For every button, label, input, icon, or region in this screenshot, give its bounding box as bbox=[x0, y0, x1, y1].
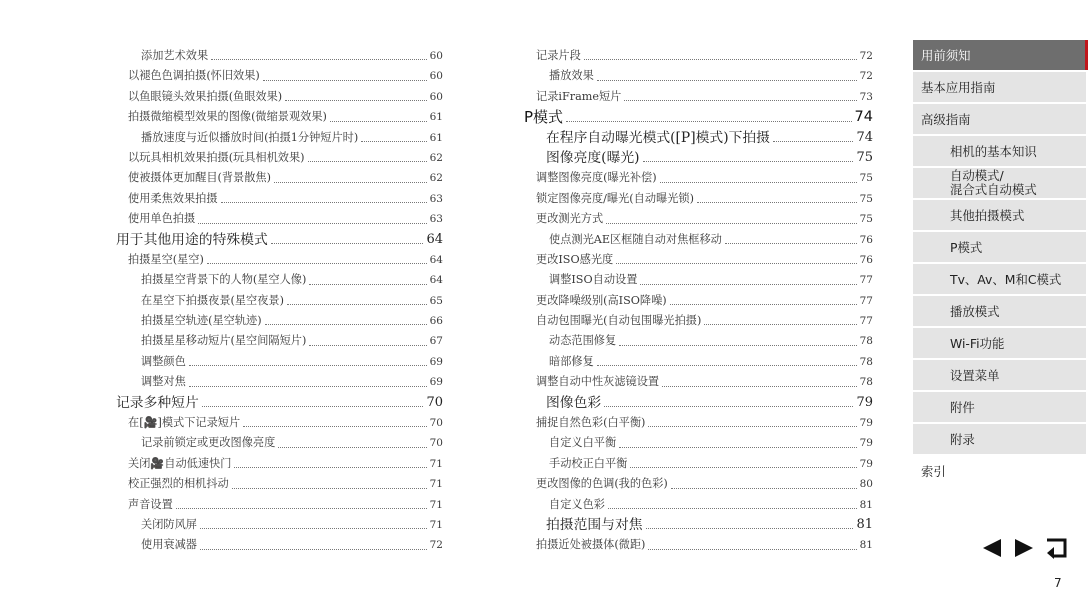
page-navigation bbox=[980, 536, 1068, 560]
toc-entry-title: 记录多种短片 bbox=[116, 394, 199, 411]
side-nav-item[interactable] bbox=[913, 264, 1086, 294]
side-nav-item[interactable] bbox=[913, 72, 1086, 102]
side-nav-label: 相机的基本知识 bbox=[950, 144, 1037, 159]
toc-entry[interactable] bbox=[116, 148, 443, 168]
toc-entry[interactable] bbox=[116, 413, 443, 433]
toc-entry-title: 记录前锁定或更改图像亮度 bbox=[141, 436, 276, 450]
side-nav-label: 高级指南 bbox=[921, 112, 971, 127]
toc-entry[interactable] bbox=[116, 474, 443, 494]
toc-entry-page: 81 bbox=[859, 498, 873, 511]
dot-leader bbox=[671, 488, 857, 489]
toc-entry[interactable] bbox=[524, 250, 873, 270]
toc-entry-page: 79 bbox=[859, 417, 873, 430]
toc-entry-title: 以玩具相机效果拍摄(玩具相机效果) bbox=[128, 150, 305, 164]
toc-entry[interactable] bbox=[524, 128, 873, 148]
toc-entry-title: 调整图像亮度(曝光补偿) bbox=[536, 171, 657, 185]
toc-entry[interactable] bbox=[524, 270, 873, 290]
toc-entry[interactable] bbox=[524, 168, 873, 188]
side-nav-label: 自动模式/ 混合式自动模式 bbox=[950, 168, 1037, 197]
toc-entry-title: 使用单色拍摄 bbox=[128, 212, 196, 226]
toc-entry-page: 81 bbox=[859, 539, 873, 552]
side-nav-label: 用前须知 bbox=[921, 48, 971, 63]
dot-leader bbox=[287, 304, 427, 305]
toc-entry-title: 调整ISO自动设置 bbox=[549, 273, 638, 287]
toc-entry-title: 自动包围曝光(自动包围曝光拍摄) bbox=[536, 314, 702, 328]
toc-entry-page: 65 bbox=[429, 294, 443, 307]
side-nav-label: Tv、Av、M和C模式 bbox=[950, 272, 1062, 287]
side-nav-item[interactable] bbox=[913, 40, 1088, 70]
toc-entry[interactable] bbox=[116, 209, 443, 229]
toc-entry[interactable] bbox=[524, 372, 873, 392]
toc-entry-page: 77 bbox=[859, 315, 873, 328]
toc-entry-page: 60 bbox=[429, 90, 443, 103]
dot-leader bbox=[630, 467, 856, 468]
toc-entry[interactable] bbox=[116, 46, 443, 66]
toc-entry-page: 76 bbox=[859, 253, 873, 266]
toc-entry-title: 调整自动中性灰滤镜设置 bbox=[536, 375, 660, 389]
toc-entry[interactable] bbox=[524, 230, 873, 250]
toc-entry-title: 手动校正白平衡 bbox=[549, 456, 628, 470]
dot-leader bbox=[725, 243, 857, 244]
toc-entry-page: 66 bbox=[429, 315, 443, 328]
toc-entry-page: 64 bbox=[429, 253, 443, 266]
toc-entry-page: 70 bbox=[429, 417, 443, 430]
toc-entry-page: 61 bbox=[429, 111, 443, 124]
side-nav-label: Wi-Fi功能 bbox=[950, 336, 1005, 351]
toc-entry-page: 69 bbox=[429, 355, 443, 368]
toc-entry[interactable] bbox=[524, 433, 873, 453]
side-nav-item[interactable] bbox=[913, 104, 1086, 134]
toc-entry-page: 70 bbox=[426, 394, 443, 410]
toc-entry-title: 图像亮度(曝光) bbox=[546, 149, 640, 166]
dot-leader bbox=[648, 426, 856, 427]
toc-entry[interactable] bbox=[524, 474, 873, 494]
toc-entry-page: 79 bbox=[859, 437, 873, 450]
side-nav-item[interactable] bbox=[913, 200, 1086, 230]
dot-leader bbox=[773, 141, 853, 142]
toc-entry-page: 79 bbox=[859, 457, 873, 470]
side-nav-item[interactable] bbox=[913, 232, 1086, 262]
side-nav-label: 播放模式 bbox=[950, 304, 1000, 319]
toc-entry-title: 在星空下拍摄夜景(星空夜景) bbox=[141, 293, 284, 307]
toc-entry-page: 67 bbox=[429, 335, 443, 348]
toc-entry-page: 71 bbox=[429, 518, 443, 531]
toc-entry-title: 自定义白平衡 bbox=[549, 436, 617, 450]
side-nav-item[interactable] bbox=[913, 392, 1086, 422]
side-nav-item[interactable] bbox=[913, 296, 1086, 326]
toc-entry[interactable] bbox=[116, 291, 443, 311]
toc-entry-title: 图像色彩 bbox=[546, 394, 602, 411]
toc-entry-title: 暗部修复 bbox=[549, 354, 594, 368]
toc-entry-title: 校正强烈的相机抖动 bbox=[128, 477, 229, 491]
toc-entry-page: 80 bbox=[859, 478, 873, 491]
dot-leader bbox=[176, 508, 427, 509]
side-nav-label: P模式 bbox=[950, 240, 983, 255]
side-nav-item[interactable] bbox=[913, 456, 1088, 486]
toc-entry-page: 81 bbox=[856, 516, 873, 532]
toc-entry-title: 拍摄微缩模型效果的图像(微缩景观效果) bbox=[128, 110, 327, 124]
toc-entry[interactable] bbox=[524, 148, 873, 168]
page-number: 7 bbox=[1054, 576, 1062, 590]
dot-leader bbox=[211, 59, 426, 60]
toc-entry-page: 75 bbox=[859, 172, 873, 185]
toc-entry-page: 76 bbox=[859, 233, 873, 246]
dot-leader bbox=[619, 447, 856, 448]
dot-leader bbox=[202, 406, 424, 407]
dot-leader bbox=[646, 528, 854, 529]
toc-entry[interactable] bbox=[116, 372, 443, 392]
dot-leader bbox=[271, 243, 424, 244]
side-nav-label: 设置菜单 bbox=[950, 368, 1000, 383]
toc-entry[interactable] bbox=[524, 107, 873, 127]
dot-leader bbox=[189, 386, 427, 387]
dot-leader bbox=[662, 386, 857, 387]
toc-entry[interactable] bbox=[116, 495, 443, 515]
toc-entry-page: 62 bbox=[429, 172, 443, 185]
dot-leader bbox=[265, 324, 427, 325]
toc-entry-title: 调整对焦 bbox=[141, 375, 186, 389]
toc-entry[interactable] bbox=[524, 291, 873, 311]
toc-entry-page: 78 bbox=[859, 335, 873, 348]
toc-entry-title: 更改降噪级别(高ISO降噪) bbox=[536, 293, 667, 307]
dot-leader bbox=[232, 488, 427, 489]
dot-leader bbox=[619, 345, 856, 346]
side-navigation bbox=[913, 40, 1088, 488]
toc-entry[interactable] bbox=[524, 311, 873, 331]
dot-leader bbox=[648, 549, 856, 550]
dot-leader bbox=[198, 223, 426, 224]
toc-entry[interactable] bbox=[524, 209, 873, 229]
toc-entry-page: 75 bbox=[859, 192, 873, 205]
side-nav-label: 附录 bbox=[950, 432, 975, 447]
dot-leader bbox=[200, 528, 427, 529]
toc-entry-title: 调整颜色 bbox=[141, 354, 186, 368]
side-nav-label: 其他拍摄模式 bbox=[950, 208, 1025, 223]
toc-entry[interactable] bbox=[116, 535, 443, 555]
previous-page-icon[interactable] bbox=[980, 536, 1004, 560]
side-nav-item[interactable] bbox=[913, 328, 1086, 358]
toc-entry-page: 77 bbox=[859, 294, 873, 307]
toc-entry-title: P模式 bbox=[524, 108, 564, 127]
toc-entry-title: 关闭防风屏 bbox=[141, 517, 197, 531]
toc-entry-title: 更改图像的色调(我的色彩) bbox=[536, 477, 668, 491]
toc-entry-title: 更改ISO感光度 bbox=[536, 252, 614, 266]
toc-entry[interactable] bbox=[116, 168, 443, 188]
toc-entry-page: 62 bbox=[429, 151, 443, 164]
toc-entry[interactable] bbox=[116, 393, 443, 413]
toc-entry-title: 拍摄星空轨迹(星空轨迹) bbox=[141, 314, 262, 328]
dot-leader bbox=[584, 59, 857, 60]
toc-entry-title: 声音设置 bbox=[128, 497, 173, 511]
toc-entry[interactable] bbox=[524, 331, 873, 351]
dot-leader bbox=[309, 345, 426, 346]
toc-entry-title: 拍摄星星移动短片(星空间隔短片) bbox=[141, 334, 307, 348]
toc-entry-title: 播放速度与近似播放时间(拍摄1分钟短片时) bbox=[141, 130, 359, 144]
next-page-icon[interactable] bbox=[1012, 536, 1036, 560]
return-icon[interactable] bbox=[1044, 536, 1068, 560]
toc-entry[interactable] bbox=[116, 128, 443, 148]
dot-leader bbox=[200, 549, 427, 550]
toc-entry-title: 拍摄近处被摄体(微距) bbox=[536, 538, 646, 552]
toc-entry-title: 以褪色色调拍摄(怀旧效果) bbox=[128, 69, 260, 83]
toc-entry[interactable] bbox=[524, 46, 873, 66]
side-nav-item[interactable] bbox=[913, 424, 1086, 454]
toc-entry-title: 自定义色彩 bbox=[549, 497, 605, 511]
toc-entry[interactable] bbox=[116, 250, 443, 270]
toc-entry[interactable] bbox=[116, 66, 443, 86]
dot-leader bbox=[597, 365, 857, 366]
side-nav-item[interactable] bbox=[913, 360, 1086, 390]
toc-left-column bbox=[116, 46, 443, 556]
toc-entry-page: 71 bbox=[429, 457, 443, 470]
dot-leader bbox=[278, 447, 426, 448]
dot-leader bbox=[597, 80, 857, 81]
toc-entry-page: 77 bbox=[859, 274, 873, 287]
toc-entry-title: 记录iFrame短片 bbox=[536, 89, 622, 103]
side-nav-item[interactable] bbox=[913, 168, 1086, 198]
toc-entry-title: 播放效果 bbox=[549, 69, 594, 83]
toc-entry-page: 60 bbox=[429, 49, 443, 62]
toc-entry[interactable] bbox=[524, 495, 873, 515]
toc-entry-title: 以鱼眼镜头效果拍摄(鱼眼效果) bbox=[128, 89, 283, 103]
toc-entry-title: 拍摄星空(星空) bbox=[128, 252, 204, 266]
side-nav-label: 附件 bbox=[950, 400, 975, 415]
toc-entry-title: 锁定图像亮度/曝光(自动曝光锁) bbox=[536, 191, 694, 205]
dot-leader bbox=[697, 202, 857, 203]
toc-entry-page: 71 bbox=[429, 478, 443, 491]
toc-entry-page: 72 bbox=[859, 70, 873, 83]
toc-entry-title: 在程序自动曝光模式([P]模式)下拍摄 bbox=[546, 129, 770, 146]
toc-entry-page: 78 bbox=[859, 376, 873, 389]
toc-entry-title: 用于其他用途的特殊模式 bbox=[116, 231, 268, 248]
toc-entry-page: 63 bbox=[429, 192, 443, 205]
dot-leader bbox=[624, 100, 856, 101]
toc-entry[interactable] bbox=[116, 515, 443, 535]
dot-leader bbox=[616, 263, 856, 264]
dot-leader bbox=[608, 508, 857, 509]
side-nav-label: 索引 bbox=[921, 464, 946, 479]
toc-entry-page: 73 bbox=[859, 90, 873, 103]
toc-entry[interactable] bbox=[116, 352, 443, 372]
dot-leader bbox=[274, 182, 427, 183]
dot-leader bbox=[330, 121, 427, 122]
toc-entry-title: 使用柔焦效果拍摄 bbox=[128, 191, 218, 205]
toc-entry-page: 63 bbox=[429, 213, 443, 226]
toc-entry[interactable] bbox=[116, 311, 443, 331]
toc-entry[interactable] bbox=[116, 87, 443, 107]
toc-entry-page: 60 bbox=[429, 70, 443, 83]
dot-leader bbox=[640, 284, 856, 285]
toc-entry-page: 74 bbox=[856, 129, 873, 145]
dot-leader bbox=[566, 121, 852, 122]
toc-entry-title: 动态范围修复 bbox=[549, 334, 617, 348]
dot-leader bbox=[243, 426, 426, 427]
toc-entry[interactable] bbox=[116, 331, 443, 351]
toc-entry-page: 69 bbox=[429, 376, 443, 389]
toc-entry-page: 75 bbox=[859, 213, 873, 226]
toc-entry-page: 74 bbox=[854, 109, 873, 126]
dot-leader bbox=[660, 182, 857, 183]
toc-entry-title: 拍摄范围与对焦 bbox=[546, 516, 643, 533]
toc-entry-page: 75 bbox=[856, 149, 873, 165]
toc-entry[interactable] bbox=[116, 107, 443, 127]
toc-entry-title: 更改测光方式 bbox=[536, 212, 604, 226]
dot-leader bbox=[604, 406, 853, 407]
toc-entry-page: 64 bbox=[429, 274, 443, 287]
dot-leader bbox=[234, 467, 426, 468]
toc-entry[interactable] bbox=[524, 515, 873, 535]
dot-leader bbox=[704, 324, 856, 325]
toc-entry-page: 70 bbox=[429, 437, 443, 450]
toc-entry-page: 79 bbox=[856, 394, 873, 410]
toc-entry-page: 72 bbox=[859, 49, 873, 62]
toc-entry[interactable] bbox=[524, 413, 873, 433]
dot-leader bbox=[643, 161, 854, 162]
dot-leader bbox=[361, 141, 426, 142]
toc-entry[interactable] bbox=[524, 87, 873, 107]
dot-leader bbox=[285, 100, 426, 101]
toc-entry[interactable] bbox=[116, 230, 443, 250]
toc-entry[interactable] bbox=[524, 189, 873, 209]
toc-entry-page: 61 bbox=[429, 131, 443, 144]
toc-entry-title: 使被摄体更加醒目(背景散焦) bbox=[128, 171, 271, 185]
toc-entry[interactable] bbox=[116, 433, 443, 453]
toc-entry-title: 使用衰减器 bbox=[141, 538, 197, 552]
dot-leader bbox=[308, 161, 427, 162]
dot-leader bbox=[207, 263, 427, 264]
side-nav-label: 基本应用指南 bbox=[921, 80, 996, 95]
toc-entry-title: 关闭🎥自动低速快门 bbox=[128, 456, 232, 470]
dot-leader bbox=[221, 202, 427, 203]
toc-middle-column bbox=[524, 46, 873, 556]
dot-leader bbox=[309, 284, 426, 285]
toc-entry[interactable] bbox=[116, 189, 443, 209]
toc-entry-title: 使点测光AE区框随自动对焦框移动 bbox=[549, 232, 722, 246]
toc-entry[interactable] bbox=[116, 270, 443, 290]
toc-entry-title: 记录片段 bbox=[536, 48, 581, 62]
toc-entry[interactable] bbox=[524, 454, 873, 474]
side-nav-item[interactable] bbox=[913, 136, 1086, 166]
toc-entry[interactable] bbox=[524, 352, 873, 372]
toc-entry[interactable] bbox=[524, 535, 873, 555]
toc-entry-page: 78 bbox=[859, 355, 873, 368]
toc-entry[interactable] bbox=[524, 66, 873, 86]
toc-entry-page: 71 bbox=[429, 498, 443, 511]
dot-leader bbox=[189, 365, 427, 366]
dot-leader bbox=[263, 80, 427, 81]
dot-leader bbox=[670, 304, 857, 305]
toc-entry[interactable] bbox=[116, 454, 443, 474]
toc-entry-title: 捕捉自然色彩(白平衡) bbox=[536, 416, 646, 430]
toc-entry-title: 拍摄星空背景下的人物(星空人像) bbox=[141, 273, 307, 287]
toc-entry-title: 在[🎥]模式下记录短片 bbox=[128, 416, 241, 430]
toc-entry-title: 添加艺术效果 bbox=[141, 48, 209, 62]
toc-entry-page: 64 bbox=[426, 231, 443, 247]
toc-entry-page: 72 bbox=[429, 539, 443, 552]
dot-leader bbox=[606, 223, 856, 224]
toc-entry[interactable] bbox=[524, 393, 873, 413]
